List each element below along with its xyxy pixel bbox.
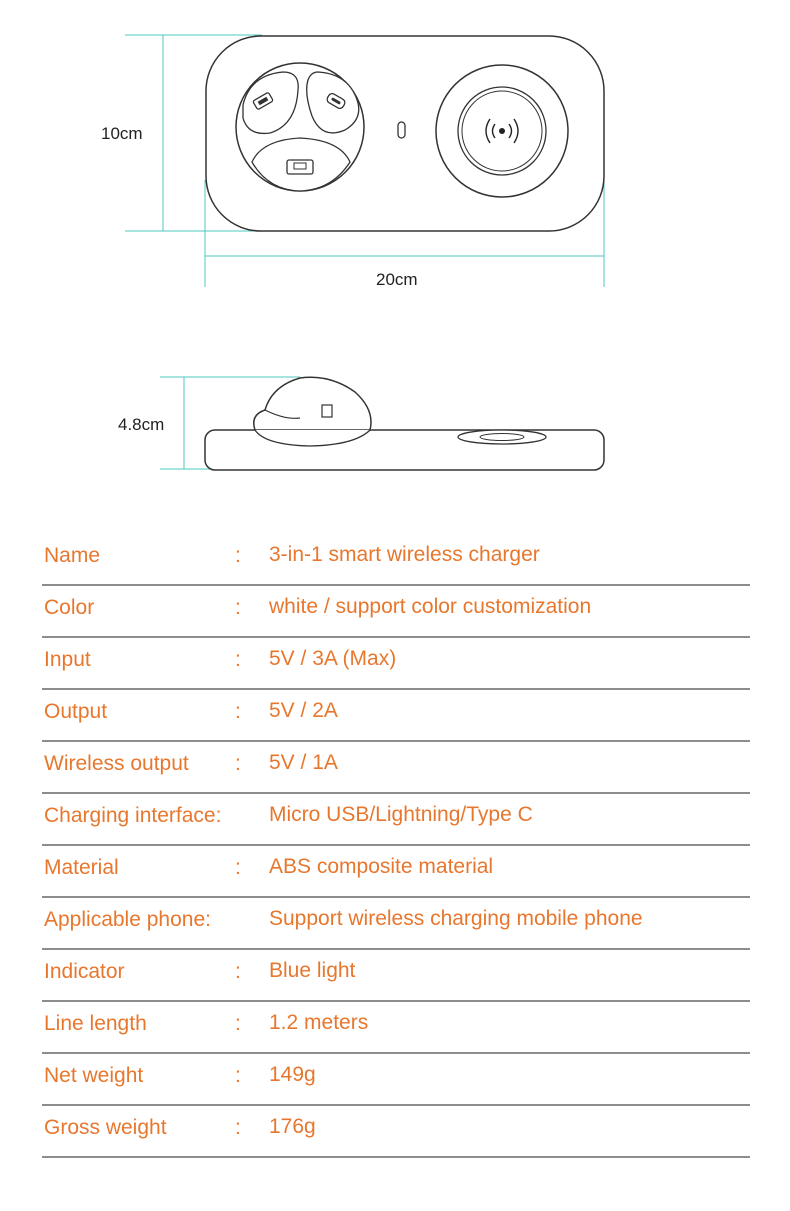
spec-label: Gross weight [44,1116,167,1139]
spec-row-charging-interface [42,794,750,846]
product-dimension-diagram [0,0,790,500]
spec-row-line-length [42,1002,750,1054]
spec-colon: : [235,752,241,775]
spec-colon: : [235,1012,241,1035]
spec-value: ABS composite material [269,855,494,878]
spec-row-gross-weight [42,1106,750,1158]
dock-side-profile [254,377,371,430]
spec-colon: : [235,856,241,879]
spec-value: Micro USB/Lightning/Type C [269,803,533,826]
spec-colon: : [235,544,241,567]
spec-row-net-weight [42,1054,750,1106]
thickness-dimension-label: 4.8cm [118,415,165,434]
spec-row-input [42,638,750,690]
spec-value: white / support color customization [269,595,592,618]
spec-value: 149g [269,1063,316,1086]
spec-label: Net weight [44,1064,144,1087]
spec-value: 176g [269,1115,316,1138]
spec-label: Color [44,596,95,619]
spec-row-indicator [42,950,750,1002]
port-hub [236,63,364,191]
spec-colon: : [235,960,241,983]
spec-table [42,534,750,1158]
spec-colon: : [235,648,241,671]
spec-value: 3-in-1 smart wireless charger [269,543,540,566]
width-dimension-label: 20cm [376,270,418,289]
spec-colon: : [235,1064,241,1087]
wireless-pad [436,65,568,197]
spec-label: Name [44,544,101,567]
spec-label: Material [44,856,119,879]
spec-value: 5V / 2A [269,699,338,722]
indicator-light-icon [398,122,405,138]
spec-colon: : [235,700,241,723]
spec-value: Blue light [269,959,356,982]
spec-label: Indicator [44,960,125,983]
spec-colon: : [235,596,241,619]
spec-row-applicable-phone [42,898,750,950]
spec-row-color [42,586,750,638]
spec-label: Charging interface: [44,804,222,827]
spec-value: Support wireless charging mobile phone [269,907,643,930]
spec-value: 1.2 meters [269,1011,369,1034]
spec-label: Applicable phone: [44,908,211,931]
spec-row-wireless-output [42,742,750,794]
spec-label: Output [44,700,108,723]
height-dimension-label: 10cm [101,124,143,143]
spec-value: 5V / 1A [269,751,338,774]
spec-label: Line length [44,1012,147,1035]
spec-value: 5V / 3A (Max) [269,647,397,670]
side-port-icon [322,405,332,417]
spec-row-name [42,534,750,586]
lightning-port-icon [287,160,313,174]
spec-colon: : [235,1116,241,1139]
spec-row-material [42,846,750,898]
spec-label: Wireless output [44,752,189,775]
spec-label: Input [44,648,91,671]
spec-row-output [42,690,750,742]
